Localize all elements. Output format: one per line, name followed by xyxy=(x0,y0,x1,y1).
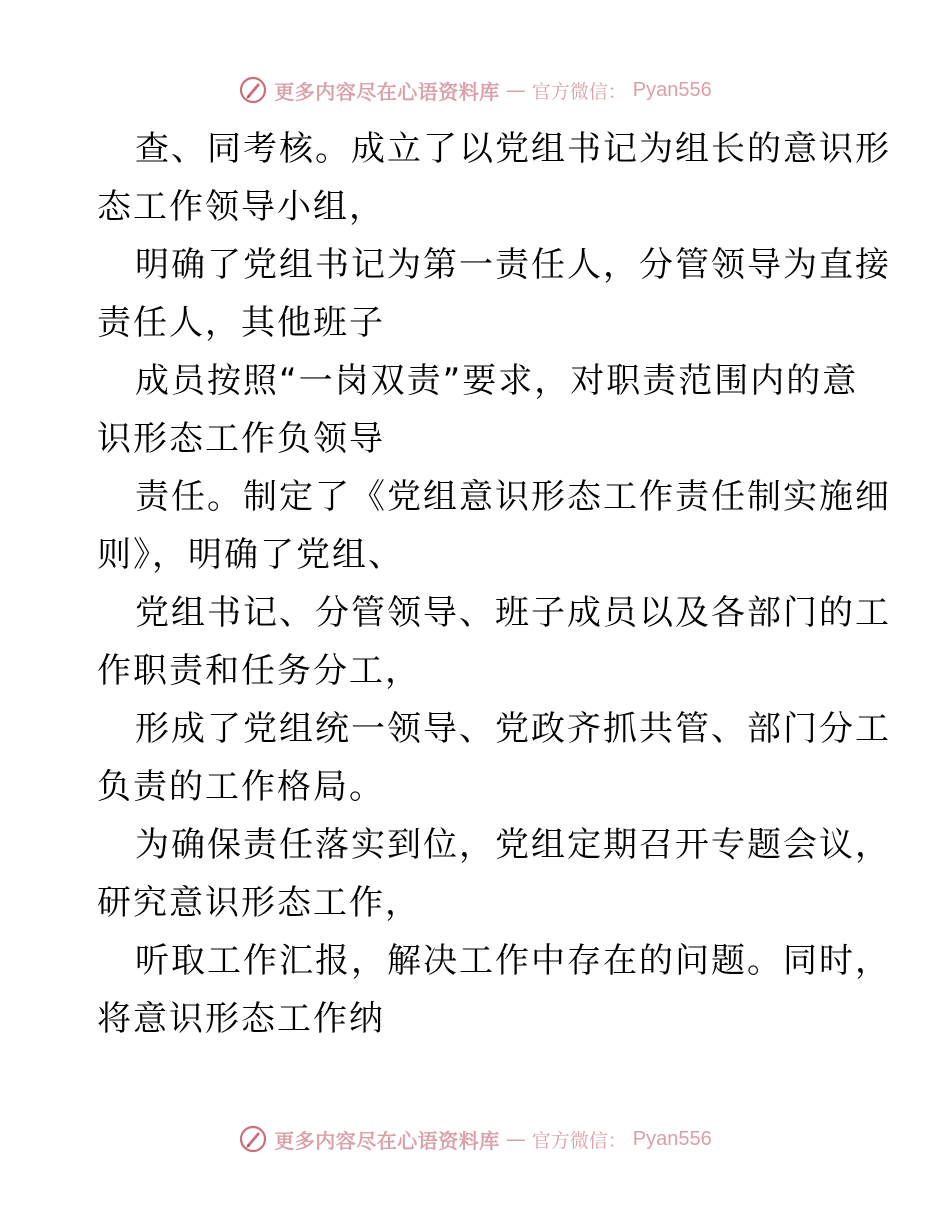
paragraph-line: 则》，明确了党组、 xyxy=(97,535,404,575)
paragraph-line: 将意识形态工作纳 xyxy=(97,999,385,1039)
footer-watermark xyxy=(0,1119,950,1159)
paragraph-line: 党组书记、分管领导、班子成员以及各部门的工 xyxy=(135,593,891,633)
watermark-wechat-label: 官方微信： xyxy=(531,1129,627,1152)
watermark-wechat-id: Pyan556 xyxy=(632,1127,712,1150)
watermark-inner xyxy=(238,75,711,105)
watermark-site-text: 更多内容尽在心语资料库 xyxy=(274,1128,500,1153)
header-watermark xyxy=(0,70,950,110)
paragraph-line: 为确保责任落实到位，党组定期召开专题会议， xyxy=(135,825,891,865)
feather-pen-logo-icon xyxy=(238,1124,268,1154)
paragraph-line: 研究意识形态工作， xyxy=(97,883,421,923)
paragraph-line: 明确了党组书记为第一责任人，分管领导为直接 xyxy=(135,245,891,285)
paragraph-line: 作职责和任务分工， xyxy=(97,651,421,691)
paragraph-line: 态工作领导小组， xyxy=(97,187,385,227)
document-body xyxy=(97,120,891,1048)
paragraph-line: 听取工作汇报，解决工作中存在的问题。同时， xyxy=(135,941,891,981)
paragraph-line: 负责的工作格局。 xyxy=(97,767,385,807)
paragraph-line: 形成了党组统一领导、党政齐抓共管、部门分工 xyxy=(135,709,891,749)
watermark-dash: — xyxy=(505,78,526,102)
watermark-wechat-label: 官方微信： xyxy=(531,80,627,103)
feather-pen-logo-icon xyxy=(238,75,268,105)
paragraph-line: 成员按照“一岗双责”要求，对职责范围内的意 xyxy=(135,361,859,401)
watermark-site-text: 更多内容尽在心语资料库 xyxy=(274,79,500,104)
watermark-dash: — xyxy=(505,1127,526,1151)
paragraph-line: 责任人，其他班子 xyxy=(97,303,385,343)
paragraph-line: 查、同考核。成立了以党组书记为组长的意识形 xyxy=(135,129,891,169)
paragraph-line: 责任。制定了《党组意识形态工作责任制实施细 xyxy=(135,477,891,517)
paragraph-line: 识形态工作负领导 xyxy=(97,419,385,459)
watermark-wechat-id: Pyan556 xyxy=(632,78,712,101)
watermark-inner xyxy=(238,1124,711,1154)
